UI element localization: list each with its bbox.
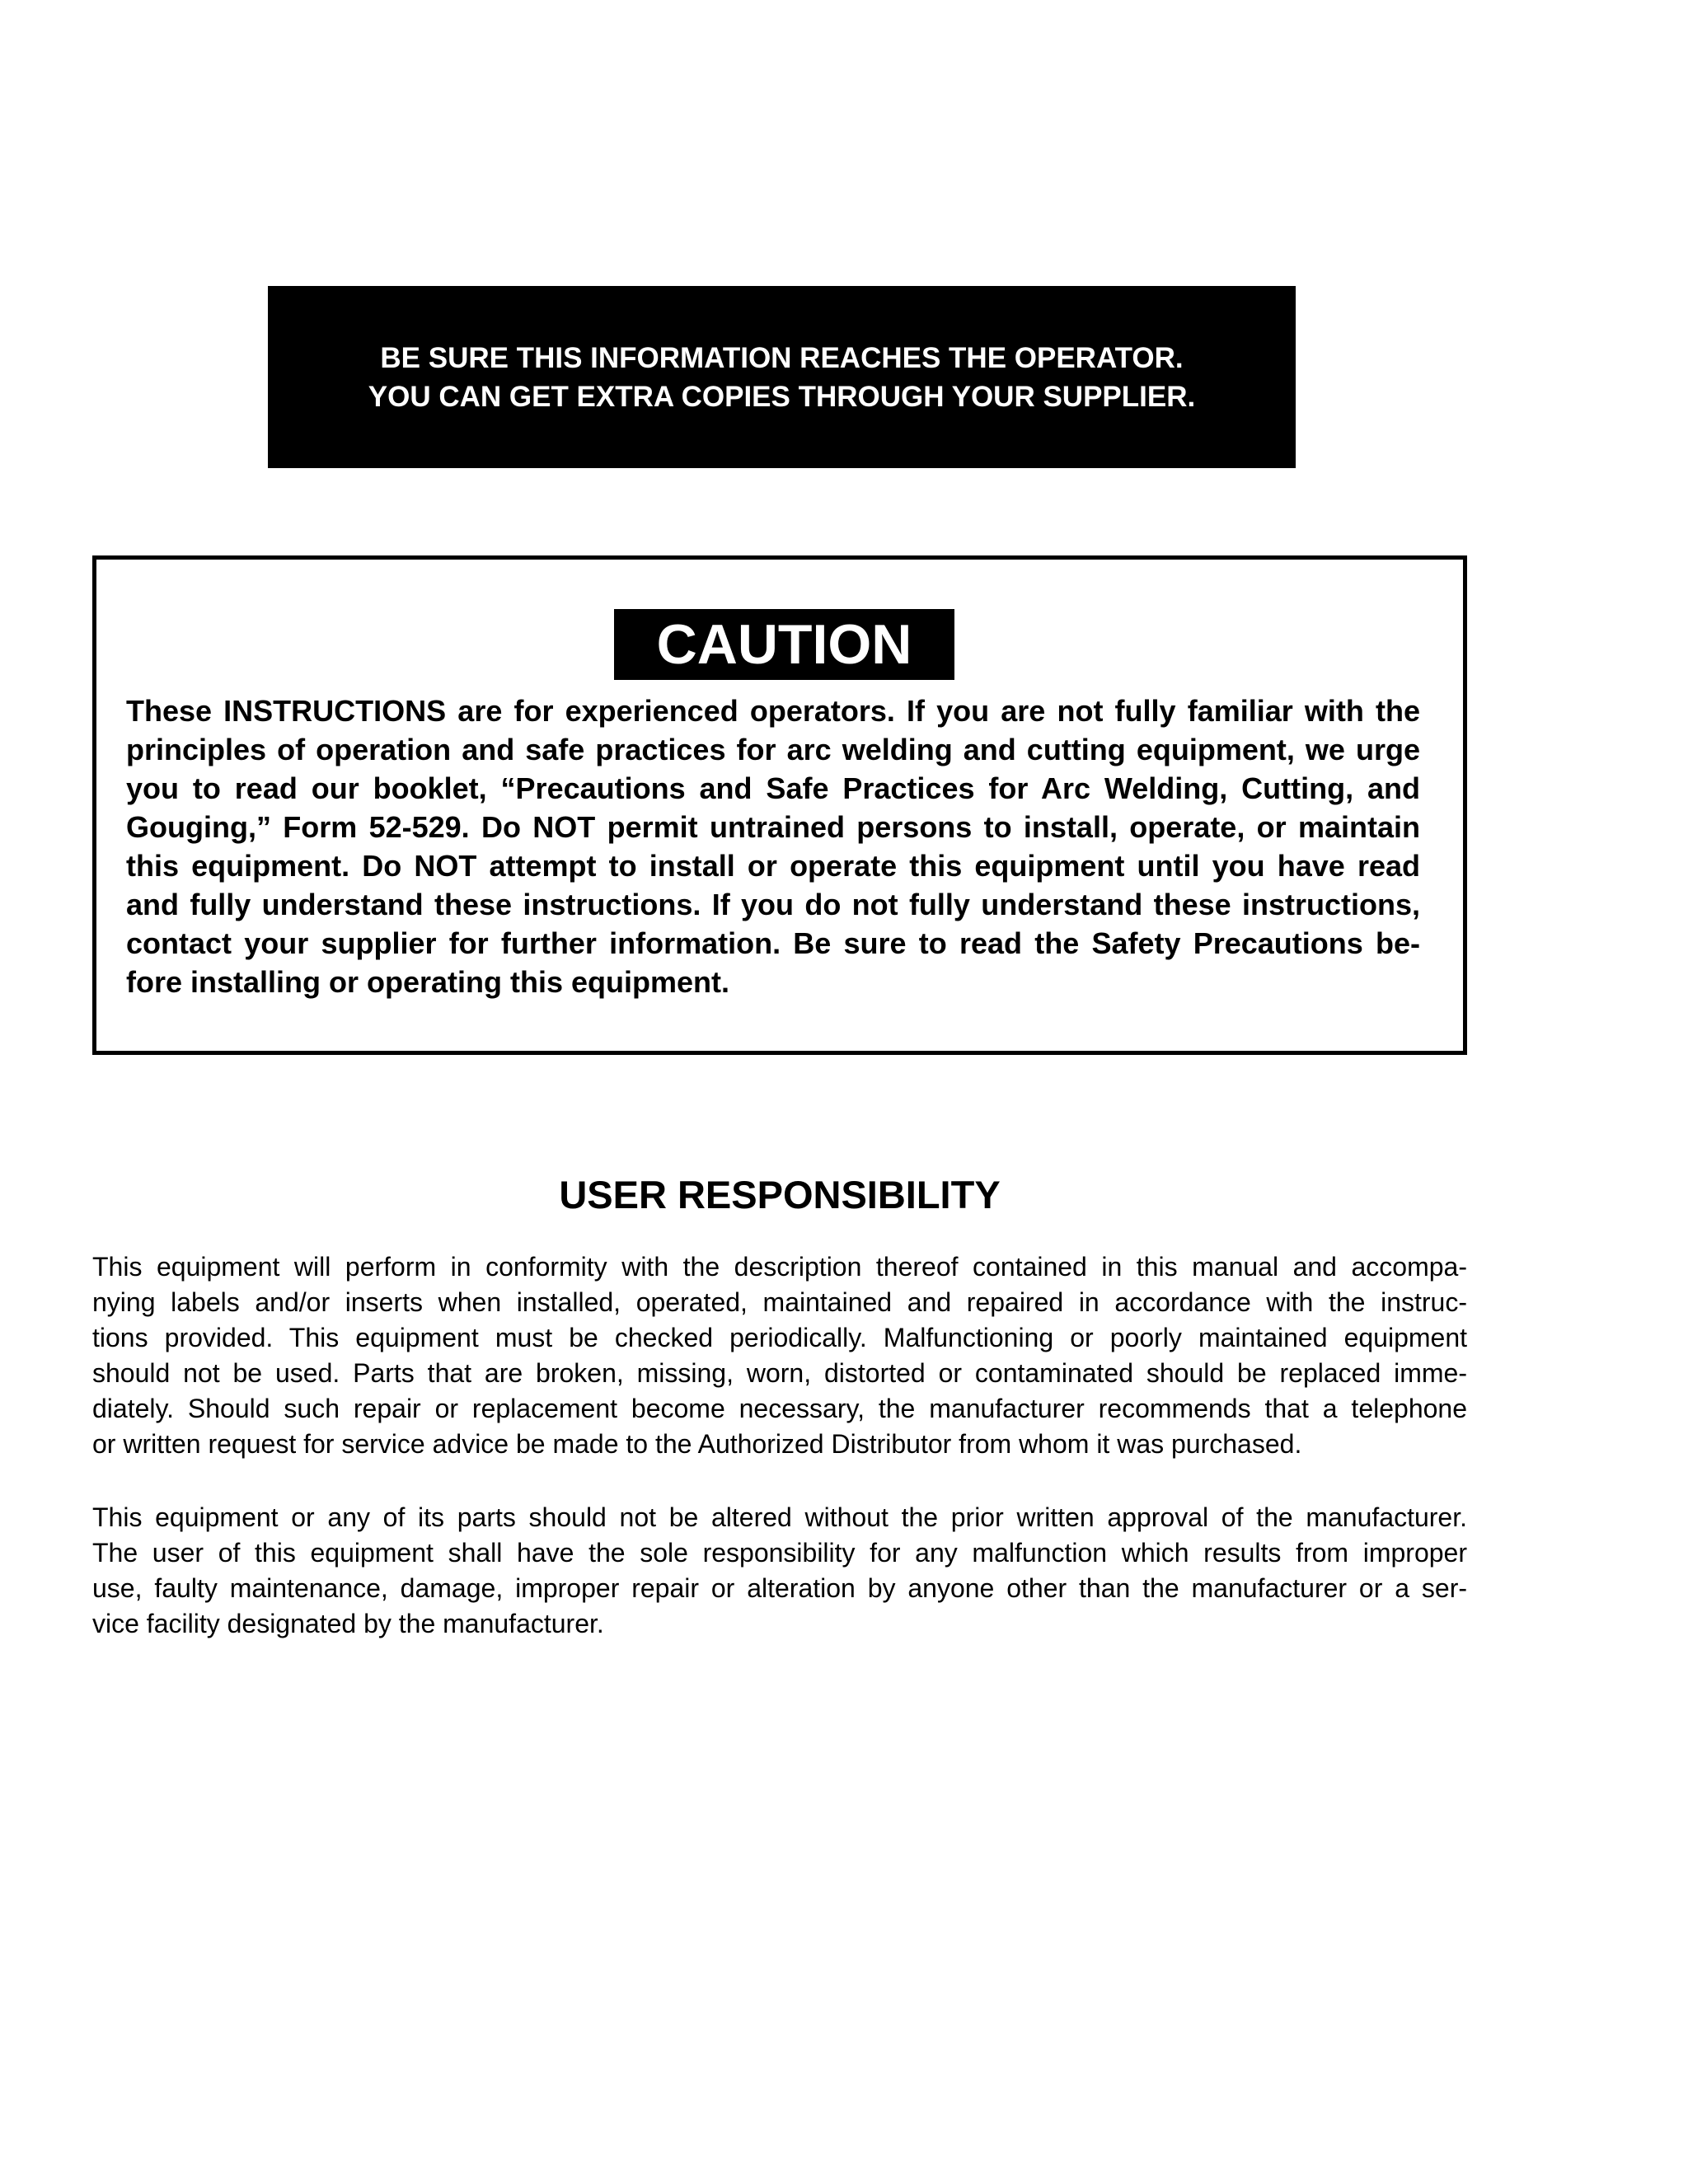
caution-line: and fully understand these instructions. If you do not fully understand these instructions, <box>126 888 1420 921</box>
operator-notice-banner <box>268 286 1296 468</box>
caution-line: you to read our booklet, “Precautions and Safe Practices for Arc Welding, Cutting, and <box>126 771 1420 805</box>
paragraph-line: nying labels and/or inserts when installed, operated, maintained and repaired in accordance with the instruc- <box>92 1287 1467 1317</box>
paragraph-line: This equipment or any of its parts should not be altered without the prior written approval of the manufacturer. <box>92 1502 1467 1532</box>
caution-label: CAUTION <box>614 609 954 680</box>
caution-line: principles of operation and safe practices for arc welding and cutting equipment, we urge <box>126 733 1420 766</box>
paragraph-line: diately. Should such repair or replacement become necessary, the manufacturer recommends that a telephone <box>92 1394 1467 1423</box>
user-responsibility-heading: USER RESPONSIBILITY <box>559 1173 1001 1216</box>
caution-box <box>92 555 1467 1055</box>
paragraph-line: This equipment will perform in conformity with the description thereof contained in this manual and accompa- <box>92 1252 1467 1282</box>
paragraph-line: tions provided. This equipment must be checked periodically. Malfunctioning or poorly maintained equipment <box>92 1323 1467 1352</box>
user-responsibility-paragraph-1 <box>92 1249 1467 1462</box>
paragraph-line: should not be used. Parts that are broken, missing, worn, distorted or contaminated should be replaced imme- <box>92 1358 1467 1388</box>
paragraph-line: use, faulty maintenance, damage, improper repair or alteration by anyone other than the manufacturer or a ser- <box>92 1573 1467 1603</box>
notice-line-2: YOU CAN GET EXTRA COPIES THROUGH YOUR SUPPLIER. <box>368 380 1196 413</box>
caution-line: Gouging,” Form 52-529. Do NOT permit untrained persons to install, operate, or maintain <box>126 810 1420 844</box>
paragraph-line: The user of this equipment shall have the sole responsibility for any malfunction which results from improper <box>92 1538 1467 1568</box>
caution-line: These INSTRUCTIONS are for experienced operators. If you are not fully familiar with the <box>126 694 1420 728</box>
caution-line: fore installing or operating this equipment. <box>126 965 730 999</box>
notice-line-1: BE SURE THIS INFORMATION REACHES THE OPERATOR. <box>380 341 1184 374</box>
caution-text <box>126 691 1420 1001</box>
paragraph-line: vice facility designated by the manufacturer. <box>92 1609 604 1638</box>
user-responsibility-paragraph-2 <box>92 1500 1467 1642</box>
caution-line: this equipment. Do NOT attempt to install or operate this equipment until you have read <box>126 849 1420 883</box>
caution-line: contact your supplier for further information. Be sure to read the Safety Precautions be- <box>126 926 1420 960</box>
paragraph-line: or written request for service advice be made to the Authorized Distributor from whom it was purchased. <box>92 1429 1302 1459</box>
